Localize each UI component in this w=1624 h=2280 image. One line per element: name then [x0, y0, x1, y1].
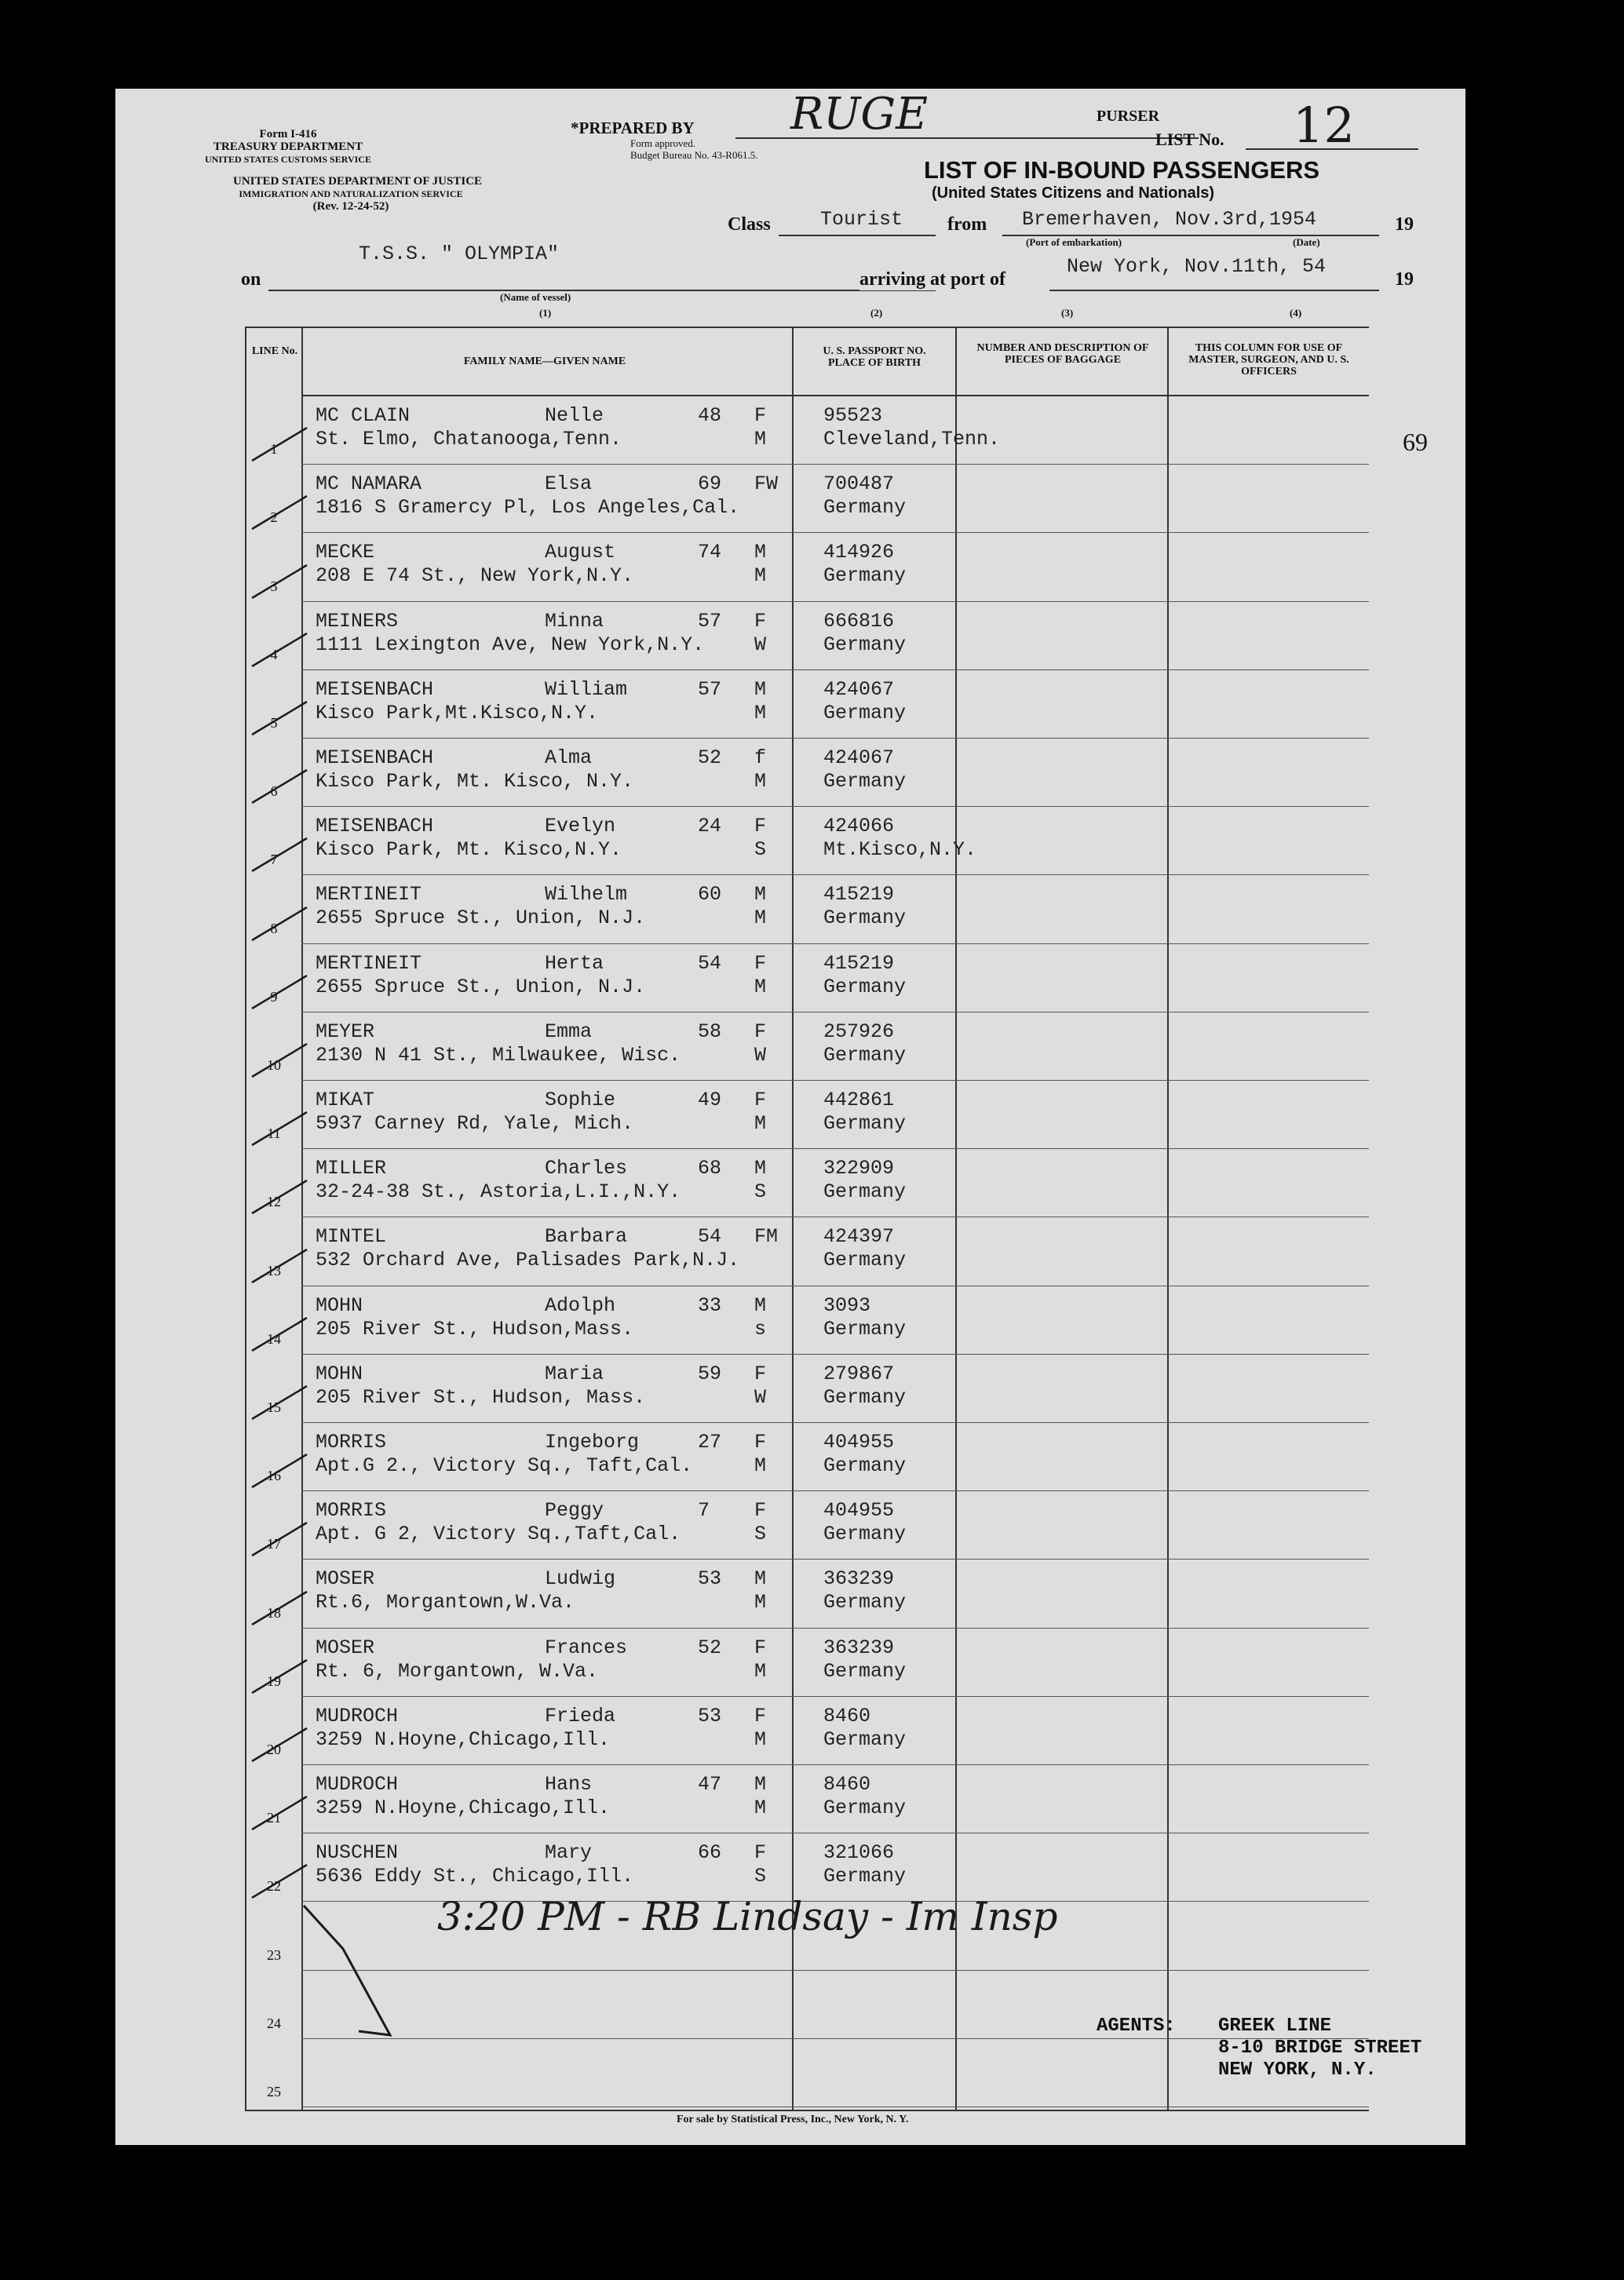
class-label: Class — [728, 214, 771, 235]
passport-number: 95523 — [823, 404, 883, 427]
family-name: MOSER — [316, 1567, 375, 1591]
sex: FM — [754, 1225, 779, 1249]
treasury-department: TREASURY DEPARTMENT — [213, 140, 363, 153]
vessel-caption: (Name of vessel) — [500, 291, 571, 303]
age: 48 — [698, 404, 722, 427]
class-value: Tourist — [820, 208, 903, 231]
address: 5636 Eddy St., Chicago,Ill. — [316, 1865, 634, 1888]
table-row — [246, 465, 1369, 533]
line-number: 2 — [270, 509, 278, 526]
address: 532 Orchard Ave, Palisades Park,N.J. — [316, 1249, 740, 1272]
family-name: MINTEL — [316, 1225, 387, 1249]
place-of-birth: Germany — [823, 1659, 907, 1683]
sex: F — [754, 1020, 767, 1043]
age: 47 — [698, 1773, 722, 1796]
list-no-value: 12 — [1293, 97, 1355, 154]
place-of-birth: Germany — [823, 1180, 907, 1204]
family-name: MC CLAIN — [316, 404, 411, 427]
marital-status: M — [754, 1591, 767, 1614]
check-mark-icon — [248, 1038, 319, 1085]
check-mark-icon — [248, 1516, 319, 1563]
place-of-birth: Germany — [823, 701, 907, 724]
address: Rt.6, Morgantown,W.Va. — [316, 1591, 575, 1614]
sex: F — [754, 1431, 767, 1454]
given-name: Emma — [545, 1020, 593, 1043]
address: 208 E 74 St., New York,N.Y. — [316, 564, 634, 588]
sex: M — [754, 1157, 767, 1180]
passport-number: 424067 — [823, 746, 895, 769]
family-name: MORRIS — [316, 1431, 387, 1454]
arriving-rule — [1049, 290, 1379, 291]
given-name: Nelle — [545, 404, 604, 427]
inspection-note: 3:20 PM - RB Lindsay - Im Insp — [437, 1894, 1058, 1939]
col-num-3: (3) — [1061, 307, 1074, 319]
line-number: 9 — [270, 988, 278, 1005]
address: 3259 N.Hoyne,Chicago,Ill. — [316, 1797, 611, 1819]
sex: F — [754, 1841, 767, 1865]
address: Rt. 6, Morgantown, W.Va. — [316, 1659, 599, 1683]
vessel-rule — [268, 290, 936, 291]
table-row — [246, 1560, 1369, 1628]
col-header-passport: U. S. PASSPORT NO. PLACE OF BIRTH — [823, 345, 926, 369]
passport-number: 442861 — [823, 1089, 895, 1111]
place-of-birth: Germany — [823, 496, 907, 520]
table-row — [246, 807, 1369, 875]
place-of-birth: Germany — [823, 633, 907, 656]
check-mark-icon — [248, 421, 319, 469]
given-name: Maria — [545, 1362, 604, 1385]
marital-status: M — [754, 701, 767, 724]
from-label: from — [947, 214, 987, 235]
form-approved — [630, 137, 757, 161]
justice-department: UNITED STATES DEPARTMENT OF JUSTICE — [233, 175, 483, 188]
table-row — [246, 533, 1369, 601]
family-name: NUSCHEN — [316, 1841, 399, 1865]
line-number: 13 — [267, 1262, 281, 1279]
sex: f — [754, 746, 767, 769]
line-number: 24 — [267, 2015, 281, 2031]
line-number: 23 — [267, 1946, 281, 1963]
check-mark-icon — [248, 1722, 319, 1769]
family-name: MEINERS — [316, 609, 399, 633]
age: 53 — [698, 1567, 722, 1591]
family-name: MUDROCH — [316, 1704, 399, 1727]
line-number: 16 — [267, 1468, 281, 1484]
given-name: Ingeborg — [545, 1431, 640, 1454]
marital-status: S — [754, 838, 767, 862]
passport-number: 424067 — [823, 677, 895, 701]
passport-number: 321066 — [823, 1841, 895, 1865]
sex: M — [754, 1567, 767, 1591]
col-header-officers: THIS COLUMN FOR USE OF MASTER, SURGEON, AND U. S. OFFICERS — [1188, 342, 1349, 378]
given-name: Wilhelm — [545, 883, 628, 907]
agents-line-2: 8-10 BRIDGE STREET — [1218, 2037, 1422, 2059]
place-of-birth: Germany — [823, 975, 907, 998]
family-name: MEYER — [316, 1020, 375, 1043]
place-of-birth: Germany — [823, 564, 907, 588]
marital-status: S — [754, 1180, 767, 1204]
sex: F — [754, 1636, 767, 1659]
line-number: 19 — [267, 1673, 281, 1689]
marital-status: S — [754, 1865, 767, 1888]
class-rule — [779, 235, 936, 236]
check-mark-icon — [248, 627, 319, 674]
check-mark-icon — [248, 901, 319, 948]
check-mark-icon — [248, 1654, 319, 1701]
line-number: 18 — [267, 1604, 281, 1621]
age: 57 — [698, 609, 722, 633]
line-number: 20 — [267, 1741, 281, 1757]
age: 54 — [698, 951, 722, 975]
marital-status: M — [754, 907, 767, 930]
given-name: Evelyn — [545, 815, 616, 838]
given-name: Sophie — [545, 1089, 616, 1111]
line-number: 25 — [267, 2083, 281, 2099]
check-mark-icon — [248, 764, 319, 811]
check-mark-icon — [248, 559, 319, 606]
line-number: 22 — [267, 1878, 281, 1895]
table-row — [246, 1081, 1369, 1149]
col-num-2: (2) — [870, 307, 883, 319]
table-row — [246, 1697, 1369, 1765]
table-row — [246, 1355, 1369, 1423]
check-mark-icon — [248, 1174, 319, 1221]
sex: FW — [754, 472, 779, 496]
place-of-birth: Germany — [823, 1385, 907, 1409]
age: 68 — [698, 1157, 722, 1180]
sex: M — [754, 1293, 767, 1317]
place-of-birth: Germany — [823, 1454, 907, 1477]
family-name: MORRIS — [316, 1499, 387, 1523]
sex: M — [754, 883, 767, 907]
from-year: 19 — [1395, 214, 1414, 235]
family-name: MEISENBACH — [316, 746, 434, 769]
table-row — [246, 1286, 1369, 1355]
marital-status: s — [754, 1317, 767, 1341]
col-num-1: (1) — [539, 307, 552, 319]
given-name: Adolph — [545, 1293, 616, 1317]
address: Kisco Park,Mt.Kisco,N.Y. — [316, 701, 599, 724]
family-name: MILLER — [316, 1157, 387, 1180]
marital-status: M — [754, 770, 767, 793]
sex: F — [754, 1704, 767, 1727]
given-name: William — [545, 677, 628, 701]
line-number: 8 — [270, 920, 278, 936]
place-of-birth: Cleveland,Tenn. — [823, 428, 1001, 451]
passport-number: 279867 — [823, 1362, 895, 1385]
agents-label: AGENTS: — [1097, 2016, 1176, 2037]
family-name: MUDROCH — [316, 1773, 399, 1796]
age: 66 — [698, 1841, 722, 1865]
age: 59 — [698, 1362, 722, 1385]
address: St. Elmo, Chatanooga,Tenn. — [316, 428, 622, 451]
passport-number: 404955 — [823, 1431, 895, 1454]
age: 49 — [698, 1089, 722, 1111]
line-number: 11 — [267, 1125, 281, 1142]
marital-status: W — [754, 1385, 767, 1409]
marital-status: M — [754, 1112, 767, 1135]
form-number: Form I-416 — [259, 128, 317, 140]
marital-status: M — [754, 1659, 767, 1683]
check-mark-icon — [248, 832, 319, 879]
check-mark-icon — [248, 1106, 319, 1153]
sex: M — [754, 677, 767, 701]
sex: F — [754, 1089, 767, 1111]
passport-number: 257926 — [823, 1020, 895, 1043]
vessel-value: T.S.S. " OLYMPIA" — [359, 243, 560, 265]
address: 2655 Spruce St., Union, N.J. — [316, 907, 646, 930]
table-row — [246, 1149, 1369, 1217]
check-mark-icon — [248, 1243, 319, 1290]
document-title: LIST OF IN-BOUND PASSENGERS — [924, 156, 1320, 184]
family-name: MECKE — [316, 541, 375, 564]
age: 24 — [698, 815, 722, 838]
prepared-by-value: RUGE — [790, 89, 928, 140]
check-mark-icon — [248, 490, 319, 537]
address: Kisco Park, Mt. Kisco, N.Y. — [316, 770, 634, 793]
table-row — [246, 1491, 1369, 1560]
table-row — [246, 875, 1369, 943]
sex: F — [754, 951, 767, 975]
age: 54 — [698, 1225, 722, 1249]
table-row — [246, 1012, 1369, 1081]
family-name: MOHN — [316, 1362, 363, 1385]
age: 69 — [698, 472, 722, 496]
given-name: Hans — [545, 1773, 593, 1796]
line-number: 14 — [267, 1330, 281, 1347]
ins-service: IMMIGRATION AND NATURALIZATION SERVICE — [239, 188, 463, 199]
marital-status: S — [754, 1523, 767, 1546]
table-row — [246, 1217, 1369, 1286]
table-row — [246, 739, 1369, 807]
family-name: MIKAT — [316, 1089, 375, 1111]
marital-status: M — [754, 975, 767, 998]
family-name: MEISENBACH — [316, 815, 434, 838]
marital-status: W — [754, 1043, 767, 1067]
sex: F — [754, 404, 767, 427]
passport-number: 666816 — [823, 609, 895, 633]
place-of-birth: Germany — [823, 1591, 907, 1614]
table-row — [246, 944, 1369, 1012]
family-name: MOSER — [316, 1636, 375, 1659]
table-row — [246, 602, 1369, 670]
form-id-block — [170, 128, 406, 166]
sex: F — [754, 609, 767, 633]
address: Apt. G 2, Victory Sq.,Taft,Cal. — [316, 1523, 681, 1546]
marital-status: M — [754, 1727, 767, 1751]
place-of-birth: Germany — [823, 1043, 907, 1067]
line-number: 4 — [270, 646, 278, 662]
port-embark-caption: (Port of embarkation) — [1026, 236, 1122, 248]
revision-date: (Rev. 12-24-52) — [312, 200, 389, 213]
place-of-birth: Germany — [823, 907, 907, 930]
passenger-rows — [246, 396, 1369, 2107]
purser-label: PURSER — [1097, 108, 1160, 125]
form-approved-text: Form approved. — [630, 137, 696, 149]
manifest-sheet — [115, 89, 1465, 2145]
sex: F — [754, 1499, 767, 1523]
line-number: 1 — [270, 441, 278, 458]
passport-number: 414926 — [823, 541, 895, 564]
age: 7 — [698, 1499, 710, 1523]
diagonal-pen-stroke — [296, 1902, 422, 2043]
address: 1111 Lexington Ave, New York,N.Y. — [316, 633, 705, 656]
family-name: MERTINEIT — [316, 951, 422, 975]
address: 2130 N 41 St., Milwaukee, Wisc. — [316, 1043, 681, 1067]
passport-number: 424397 — [823, 1225, 895, 1249]
line-number: 6 — [270, 783, 278, 800]
given-name: Alma — [545, 746, 593, 769]
col-num-4: (4) — [1290, 307, 1302, 319]
check-mark-icon — [248, 1790, 319, 1837]
given-name: Charles — [545, 1157, 628, 1180]
given-name: Minna — [545, 609, 604, 633]
line-number: 21 — [267, 1810, 281, 1826]
place-of-birth: Germany — [823, 1112, 907, 1135]
customs-service: UNITED STATES CUSTOMS SERVICE — [205, 154, 371, 165]
from-value: Bremerhaven, Nov.3rd,1954 — [1022, 208, 1317, 231]
given-name: Peggy — [545, 1499, 604, 1523]
address: Kisco Park, Mt. Kisco,N.Y. — [316, 838, 622, 862]
address: 2655 Spruce St., Union, N.J. — [316, 975, 646, 998]
check-mark-icon — [248, 1859, 319, 1906]
line-number: 17 — [267, 1536, 281, 1552]
line-number: 7 — [270, 852, 278, 868]
age: 52 — [698, 746, 722, 769]
table-row — [246, 1765, 1369, 1833]
address: 205 River St., Hudson,Mass. — [316, 1317, 634, 1341]
on-label: on — [241, 269, 261, 290]
given-name: Herta — [545, 951, 604, 975]
place-of-birth: Germany — [823, 1317, 907, 1341]
arriving-label: arriving at port of — [859, 269, 1005, 290]
address: 1816 S Gramercy Pl, Los Angeles,Cal. — [316, 496, 740, 520]
manifest-table — [245, 326, 1369, 2111]
marital-status: M — [754, 428, 767, 451]
place-of-birth: Germany — [823, 1249, 907, 1272]
given-name: Elsa — [545, 472, 593, 496]
check-mark-icon — [248, 1585, 319, 1632]
marital-status: M — [754, 1454, 767, 1477]
passport-number: 363239 — [823, 1567, 895, 1591]
sex: F — [754, 815, 767, 838]
age: 57 — [698, 677, 722, 701]
printer-footer: For sale by Statistical Press, Inc., New York, N. Y. — [677, 2114, 909, 2125]
document-subtitle: (United States Citizens and Nationals) — [932, 184, 1215, 202]
table-row — [246, 1629, 1369, 1697]
family-name: MC NAMARA — [316, 472, 422, 496]
address: 3259 N.Hoyne,Chicago,Ill. — [316, 1727, 611, 1751]
marital-status: W — [754, 633, 767, 656]
passport-number: 404955 — [823, 1499, 895, 1523]
line-number: 3 — [270, 578, 278, 594]
family-name: MEISENBACH — [316, 677, 434, 701]
list-no-label: LIST No. — [1155, 130, 1224, 149]
given-name: August — [545, 541, 616, 564]
table-row — [246, 1423, 1369, 1491]
passport-number: 322909 — [823, 1157, 895, 1180]
sex: M — [754, 1773, 767, 1796]
check-mark-icon — [248, 969, 319, 1016]
table-row — [246, 2039, 1369, 2107]
place-of-birth: Germany — [823, 1523, 907, 1546]
col-header-baggage: NUMBER AND DESCRIPTION OF PIECES OF BAGGAGE — [976, 342, 1149, 366]
age: 53 — [698, 1704, 722, 1727]
place-of-birth: Germany — [823, 1727, 907, 1751]
marital-status: M — [754, 1797, 767, 1819]
col-header-name: FAMILY NAME—GIVEN NAME — [463, 356, 626, 367]
arriving-year: 19 — [1395, 269, 1414, 290]
place-of-birth: Germany — [823, 1865, 907, 1888]
budget-bureau: Budget Bureau No. 43-R061.5. — [630, 149, 758, 161]
agents-line-3: NEW YORK, N.Y. — [1218, 2059, 1377, 2081]
given-name: Barbara — [545, 1225, 628, 1249]
address: Apt.G 2., Victory Sq., Taft,Cal. — [316, 1454, 693, 1477]
sex: M — [754, 541, 767, 564]
check-mark-icon — [248, 1448, 319, 1495]
age: 33 — [698, 1293, 722, 1317]
check-mark-icon — [248, 695, 319, 742]
place-of-birth: Mt.Kisco,N.Y. — [823, 838, 977, 862]
margin-note: 69 — [1403, 428, 1428, 456]
address: 205 River St., Hudson, Mass. — [316, 1385, 646, 1409]
date-caption: (Date) — [1293, 236, 1320, 248]
check-mark-icon — [248, 1380, 319, 1427]
age: 74 — [698, 541, 722, 564]
line-number: 5 — [270, 714, 278, 731]
passport-number: 424066 — [823, 815, 895, 838]
table-row — [246, 1833, 1369, 1902]
family-name: MERTINEIT — [316, 883, 422, 907]
passport-number: 3093 — [823, 1293, 871, 1317]
agents-block — [1218, 2016, 1421, 2081]
given-name: Ludwig — [545, 1567, 616, 1591]
sex: F — [754, 1362, 767, 1385]
line-number: 15 — [267, 1399, 281, 1415]
arriving-value: New York, Nov.11th, 54 — [1067, 255, 1327, 278]
passport-number: 8460 — [823, 1704, 871, 1727]
given-name: Frances — [545, 1636, 628, 1659]
given-name: Mary — [545, 1841, 593, 1865]
line-number: 10 — [267, 1056, 281, 1073]
age: 52 — [698, 1636, 722, 1659]
passport-number: 700487 — [823, 472, 895, 496]
col-header-line-no: LINE No. — [251, 345, 298, 357]
table-row — [246, 396, 1369, 465]
passport-number: 415219 — [823, 883, 895, 907]
agents-line-1: GREEK LINE — [1218, 2016, 1332, 2037]
line-number: 12 — [267, 1194, 281, 1210]
place-of-birth: Germany — [823, 1797, 907, 1819]
age: 27 — [698, 1431, 722, 1454]
age: 60 — [698, 883, 722, 907]
marital-status: M — [754, 564, 767, 588]
place-of-birth: Germany — [823, 770, 907, 793]
table-row — [246, 670, 1369, 739]
address: 5937 Carney Rd, Yale, Mich. — [316, 1112, 634, 1135]
passport-number: 415219 — [823, 951, 895, 975]
passport-number: 8460 — [823, 1773, 871, 1796]
justice-block — [233, 175, 483, 213]
age: 58 — [698, 1020, 722, 1043]
given-name: Frieda — [545, 1704, 616, 1727]
passport-number: 363239 — [823, 1636, 895, 1659]
family-name: MOHN — [316, 1293, 363, 1317]
check-mark-icon — [248, 1311, 319, 1359]
address: 32-24-38 St., Astoria,L.I.,N.Y. — [316, 1180, 681, 1204]
prepared-by-label: *PREPARED BY — [571, 119, 695, 137]
